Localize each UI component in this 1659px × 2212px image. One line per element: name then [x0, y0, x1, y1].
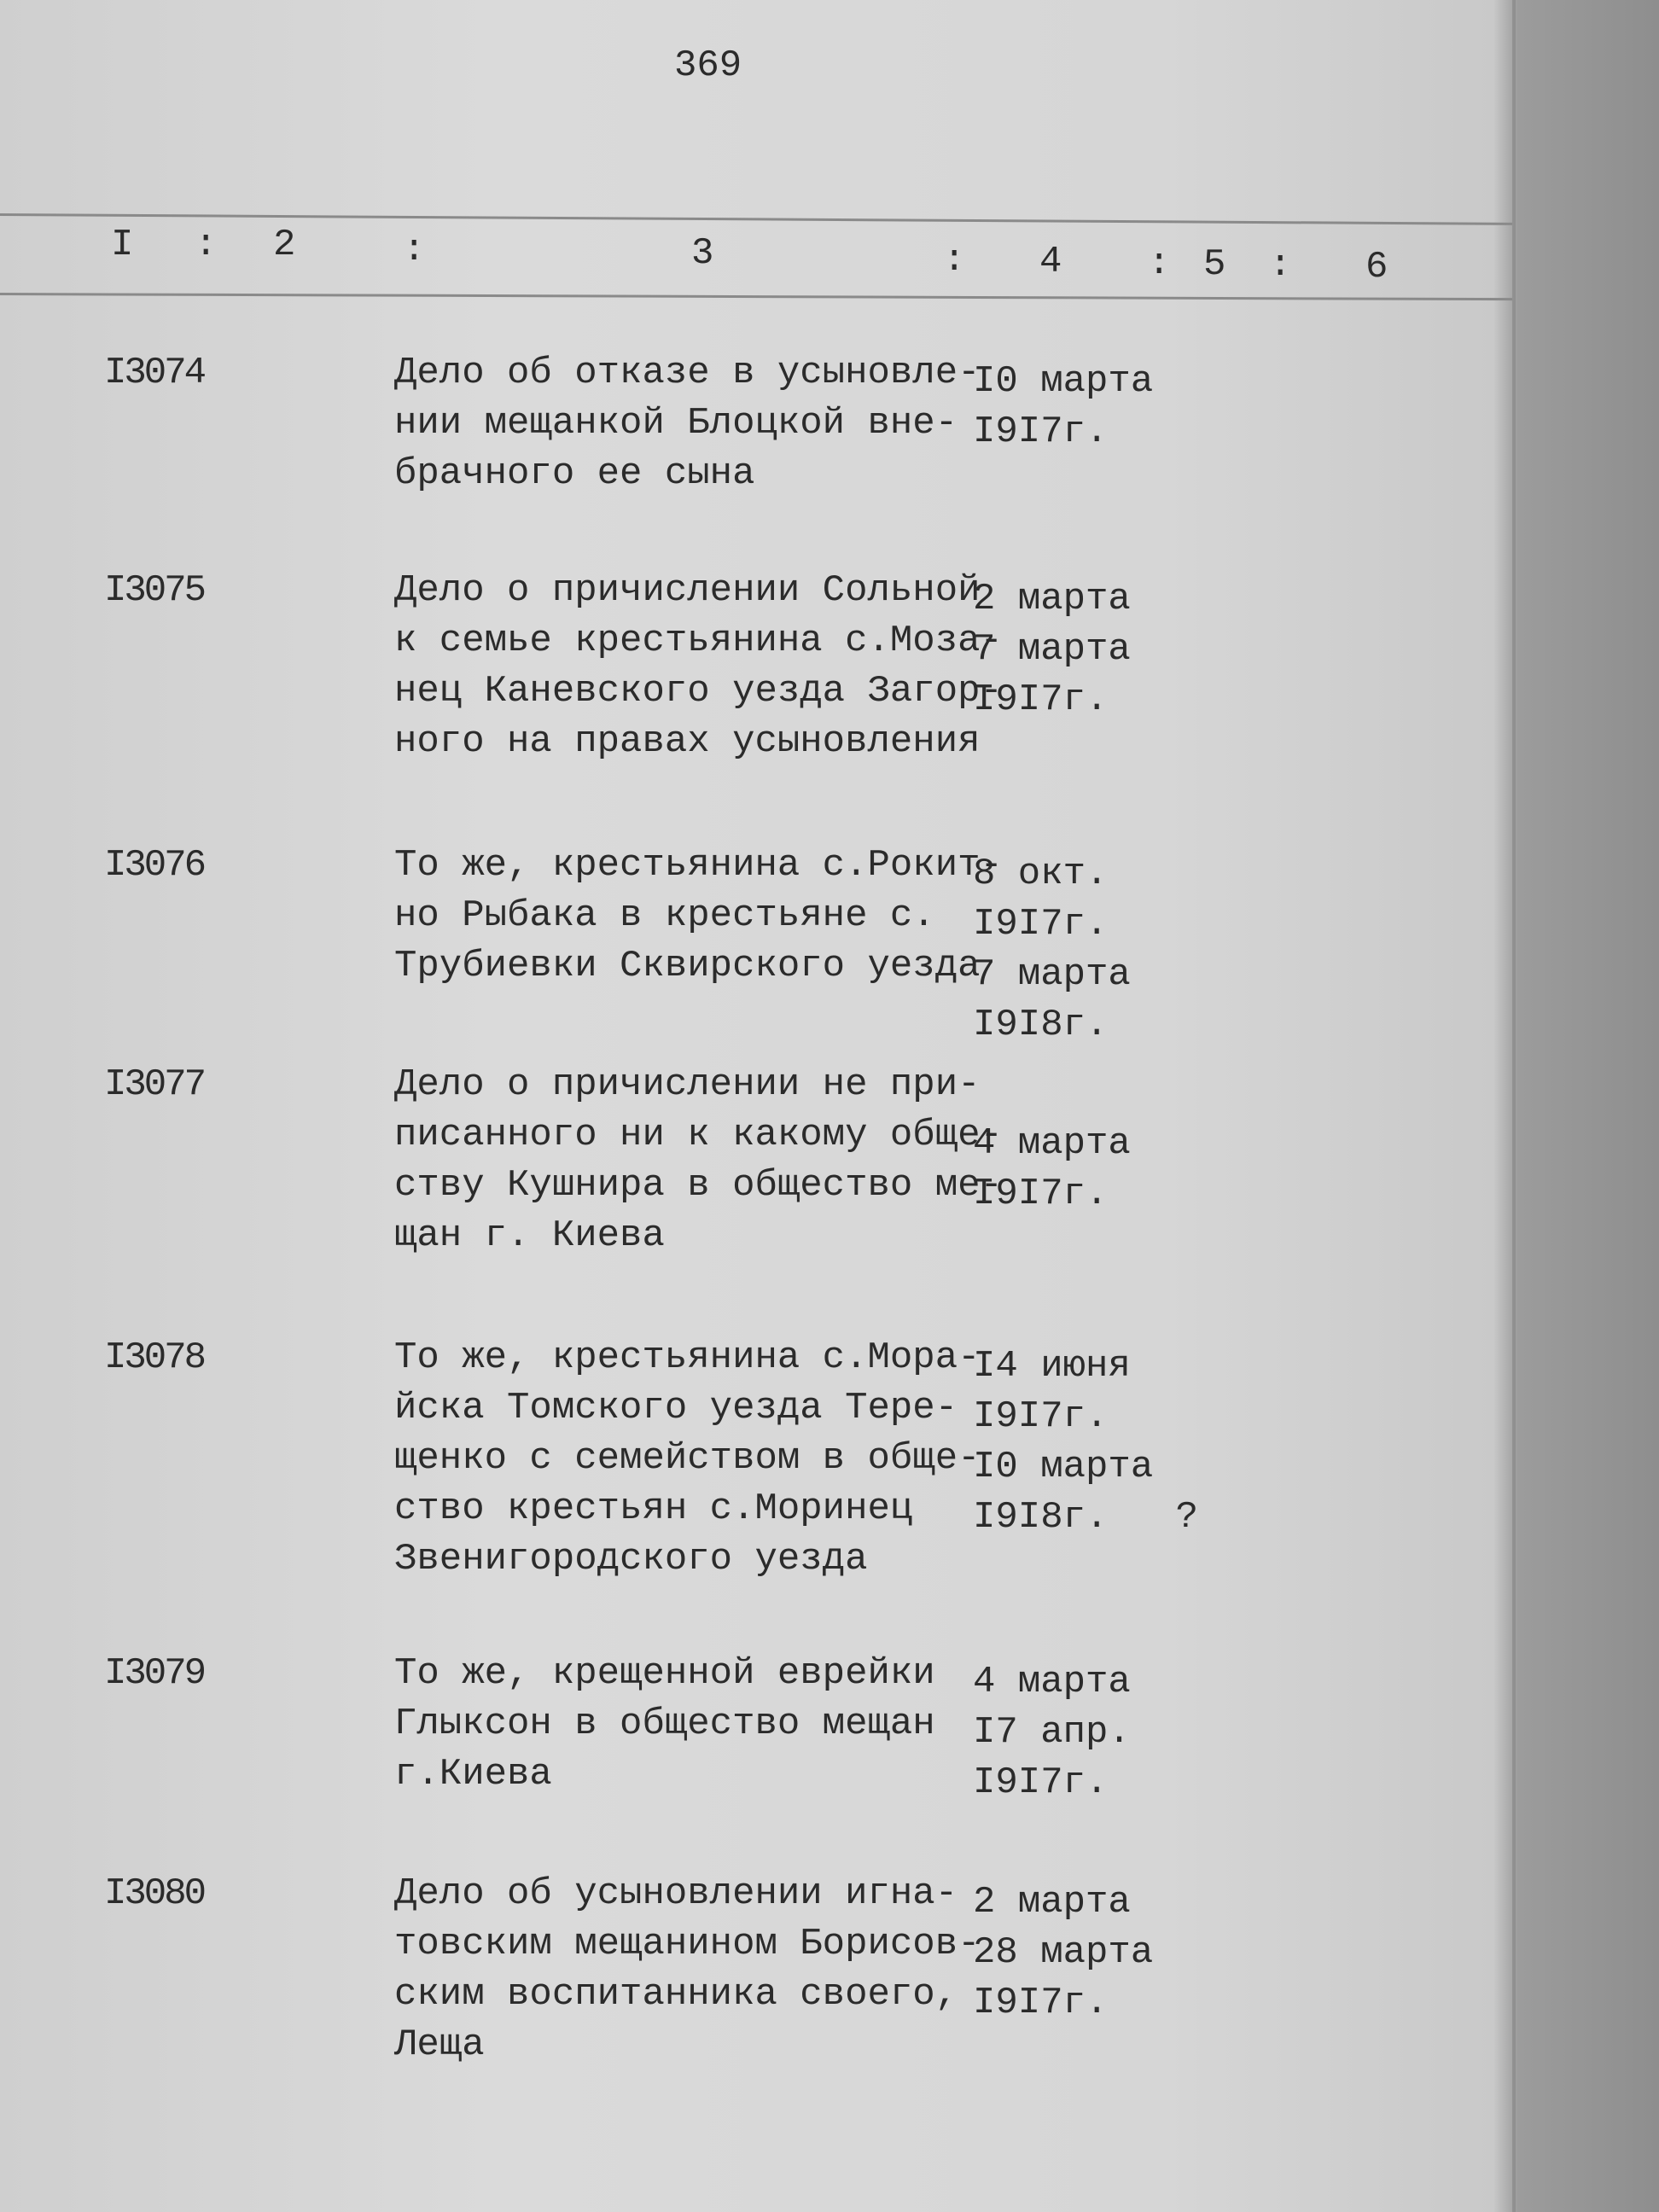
record-id: I3078: [104, 1336, 205, 1379]
date-line: I7 апр.: [973, 1711, 1131, 1754]
description-line: щенко с семейством в обще-: [394, 1437, 981, 1480]
record-id: I3077: [104, 1063, 205, 1106]
date-line: I4 июня: [973, 1345, 1131, 1388]
date-line: 7 марта: [973, 628, 1131, 671]
description-line: йска Томского уезда Тере-: [394, 1387, 958, 1429]
record-description: [394, 348, 981, 499]
date-line: 4 марта: [973, 1122, 1131, 1165]
description-line: Дело об усыновлении игна-: [394, 1872, 958, 1915]
description-line: брачного ее сына: [394, 452, 755, 495]
page-number: 369: [674, 44, 742, 87]
description-line: нии мещанкой Блоцкой вне-: [394, 402, 958, 445]
record-dates: [973, 849, 1131, 1051]
col-5: 5: [1203, 243, 1226, 286]
description-line: Дело о причислении Сольной: [394, 569, 981, 612]
record-dates: [973, 574, 1131, 725]
record-description: [394, 1869, 981, 2070]
col-sep: :: [943, 239, 966, 282]
header-bottom-rule: [0, 293, 1512, 300]
paper-edge: [1512, 0, 1516, 2212]
description-line: Звенигородского уезда: [394, 1538, 868, 1580]
description-line: щан г. Киева: [394, 1214, 665, 1257]
date-line: I9I7г.: [973, 1761, 1109, 1804]
col-sep: :: [1269, 244, 1292, 287]
header-top-rule: [0, 213, 1512, 225]
description-line: Дело о причислении не при-: [394, 1063, 981, 1106]
date-line: I9I7г.: [973, 1395, 1109, 1438]
record-description: [394, 566, 1003, 767]
date-line: 8 окт.: [973, 853, 1109, 895]
date-line: I9I8г. ?: [973, 1496, 1199, 1539]
description-line: Трубиевки Сквирского уезда: [394, 945, 981, 987]
record-id: I3079: [104, 1652, 205, 1695]
date-line: 2 марта: [973, 578, 1131, 620]
date-line: I9I7г.: [973, 1982, 1109, 2024]
record-description: [394, 1333, 981, 1585]
record-description: [394, 841, 1003, 992]
date-line: I9I7г.: [973, 678, 1109, 721]
record-dates: [973, 1068, 1131, 1220]
date-line: I9I7г.: [973, 410, 1109, 453]
record-description: [394, 1060, 1003, 1261]
record-description: [394, 1649, 935, 1800]
description-line: нец Каневского уезда Загор-: [394, 670, 1003, 713]
record-dates: [973, 1877, 1153, 2029]
description-line: Леща: [394, 2023, 485, 2066]
date-line: I9I8г.: [973, 1004, 1109, 1046]
record-dates: [973, 357, 1153, 457]
col-sep: :: [1148, 242, 1171, 285]
date-line: [973, 1068, 1131, 1119]
date-line: I9I7г.: [973, 903, 1109, 946]
description-line: То же, крестьянина с.Рокит-: [394, 844, 1003, 887]
description-line: ским воспитанника своего,: [394, 1973, 958, 2016]
description-line: писанного ни к какому обще-: [394, 1114, 1003, 1156]
description-line: товским мещанином Борисов-: [394, 1923, 981, 1965]
col-4: 4: [1039, 241, 1062, 283]
description-line: Глыксон в общество мещан: [394, 1703, 935, 1745]
record-id: I3076: [104, 844, 205, 887]
record-dates: [973, 1657, 1131, 1808]
description-line: То же, крестьянина с.Мора-: [394, 1336, 981, 1379]
description-line: Дело об отказе в усыновле-: [394, 352, 981, 394]
description-line: к семье крестьянина с.Моза-: [394, 620, 1003, 662]
record-id: I3075: [104, 569, 205, 612]
description-line: ство крестьян с.Моринец: [394, 1487, 913, 1530]
col-sep: :: [195, 224, 218, 266]
record-id: I3074: [104, 352, 205, 394]
col-3: 3: [691, 232, 714, 275]
col-1: I: [111, 224, 134, 266]
record-dates: [973, 1342, 1198, 1543]
description-line: То же, крещенной еврейки: [394, 1652, 935, 1695]
date-line: 28 марта: [973, 1931, 1154, 1974]
description-line: ству Кушнира в общество ме-: [394, 1164, 1003, 1207]
record-id: I3080: [104, 1872, 205, 1915]
description-line: ного на правах усыновления: [394, 720, 981, 763]
date-line: 4 марта: [973, 1661, 1131, 1703]
date-line: 2 марта: [973, 1881, 1131, 1924]
col-2: 2: [273, 224, 296, 266]
date-line: I0 марта: [973, 1446, 1154, 1488]
description-line: г.Киева: [394, 1753, 552, 1796]
col-6: 6: [1365, 246, 1388, 288]
date-line: 7 марта: [973, 953, 1131, 996]
col-sep: :: [403, 229, 426, 271]
date-line: I0 марта: [973, 360, 1154, 403]
description-line: но Рыбака в крестьяне с.: [394, 894, 935, 937]
date-line: I9I7г.: [973, 1173, 1109, 1215]
